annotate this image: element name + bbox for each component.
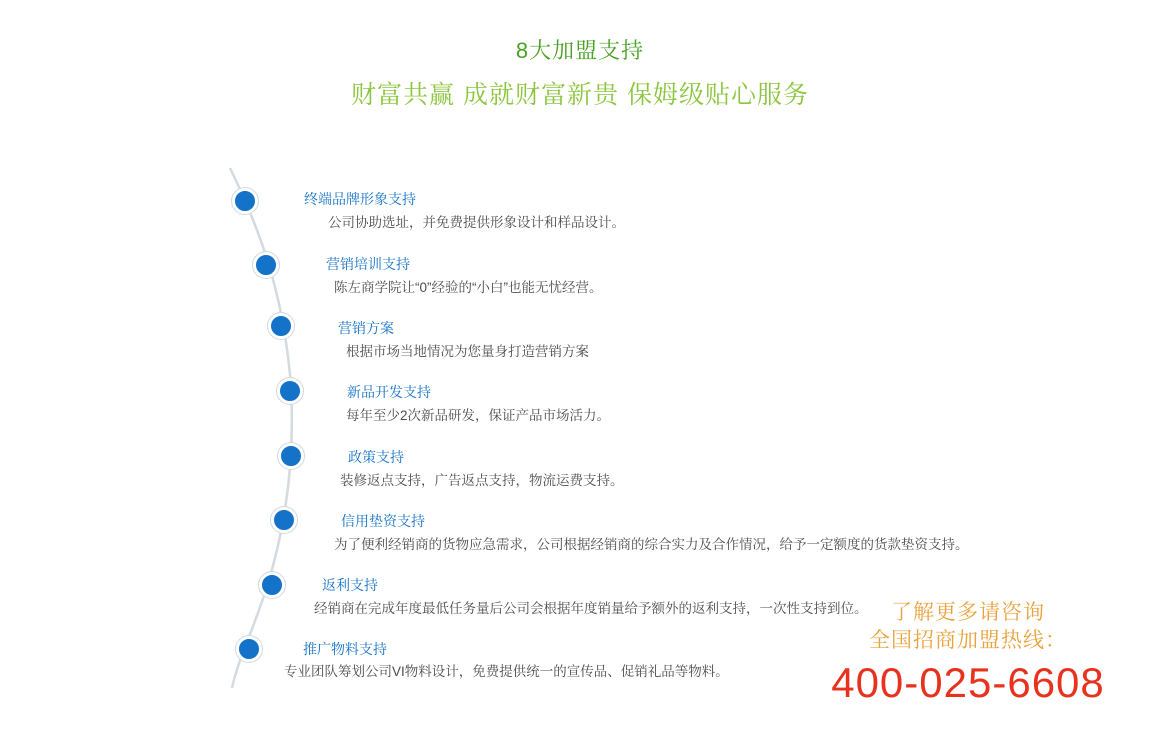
timeline-item-description: 根据市场当地情况为您量身打造营销方案 <box>346 344 589 359</box>
timeline-item-description-wrap <box>314 599 868 619</box>
hotline-phone-number: 400-025-6608 <box>831 659 1105 706</box>
timeline-item-description-wrap <box>340 471 624 491</box>
timeline-item-title: 终端品牌形象支持 <box>304 191 416 207</box>
hotline-label-2: 全国招商加盟热线： <box>869 629 1067 652</box>
timeline-node <box>268 313 294 339</box>
timeline-node <box>253 252 279 278</box>
timeline-item-description: 装修返点支持，广告返点支持，物流运费支持。 <box>340 473 624 488</box>
timeline-item <box>322 575 378 595</box>
timeline-item-title: 政策支持 <box>348 449 404 465</box>
timeline-item <box>347 382 431 402</box>
timeline-node <box>277 378 303 404</box>
timeline-item-description-wrap <box>334 535 969 555</box>
timeline-item-title: 推广物料支持 <box>303 641 387 657</box>
timeline-item-description: 陈左商学院让“0”经验的“小白”也能无忧经营。 <box>334 280 603 295</box>
timeline-item-title: 返利支持 <box>322 577 378 593</box>
timeline-item-description-wrap <box>328 213 625 233</box>
timeline-item <box>304 189 416 209</box>
page-header <box>0 36 1160 112</box>
timeline-node <box>236 636 262 662</box>
page-title: 8大加盟支持 <box>515 38 645 63</box>
timeline-item-description: 为了便利经销商的货物应急需求，公司根据经销商的综合实力及合作情况，给予一定额度的货款垫资支持。 <box>334 537 969 552</box>
page-subtitle: 财富共赢 成就财富新贵 保姆级贴心服务 <box>351 81 809 109</box>
timeline-item-description: 公司协助选址，并免费提供形象设计和样品设计。 <box>328 215 625 230</box>
timeline-item-description-wrap <box>346 406 610 426</box>
timeline-item-description-wrap <box>346 342 589 362</box>
timeline-node <box>259 572 285 598</box>
timeline-item-description: 经销商在完成年度最低任务量后公司会根据年度销量给予额外的返利支持，一次性支持到位。 <box>314 601 868 616</box>
timeline-item-description: 专业团队筹划公司VI物料设计，免费提供统一的宣传品、促销礼品等物料。 <box>284 664 729 679</box>
timeline-item <box>348 447 404 467</box>
timeline-item <box>338 318 394 338</box>
timeline-item-description-wrap <box>334 278 603 298</box>
timeline-item-description-wrap <box>284 662 729 682</box>
timeline-node <box>232 188 258 214</box>
hotline-label-1: 了解更多请咨询 <box>891 601 1045 624</box>
timeline-node <box>278 443 304 469</box>
timeline-node <box>271 507 297 533</box>
timeline-item <box>326 254 410 274</box>
timeline-item-title: 营销方案 <box>338 320 394 336</box>
timeline-item-description: 每年至少2次新品研发，保证产品市场活力。 <box>346 408 611 423</box>
timeline-item-title: 营销培训支持 <box>326 256 410 272</box>
timeline-item-title: 新品开发支持 <box>347 384 431 400</box>
timeline-item-title: 信用垫资支持 <box>341 513 425 529</box>
timeline-item <box>341 511 425 531</box>
hotline-block <box>818 599 1118 707</box>
timeline-item <box>303 639 387 659</box>
